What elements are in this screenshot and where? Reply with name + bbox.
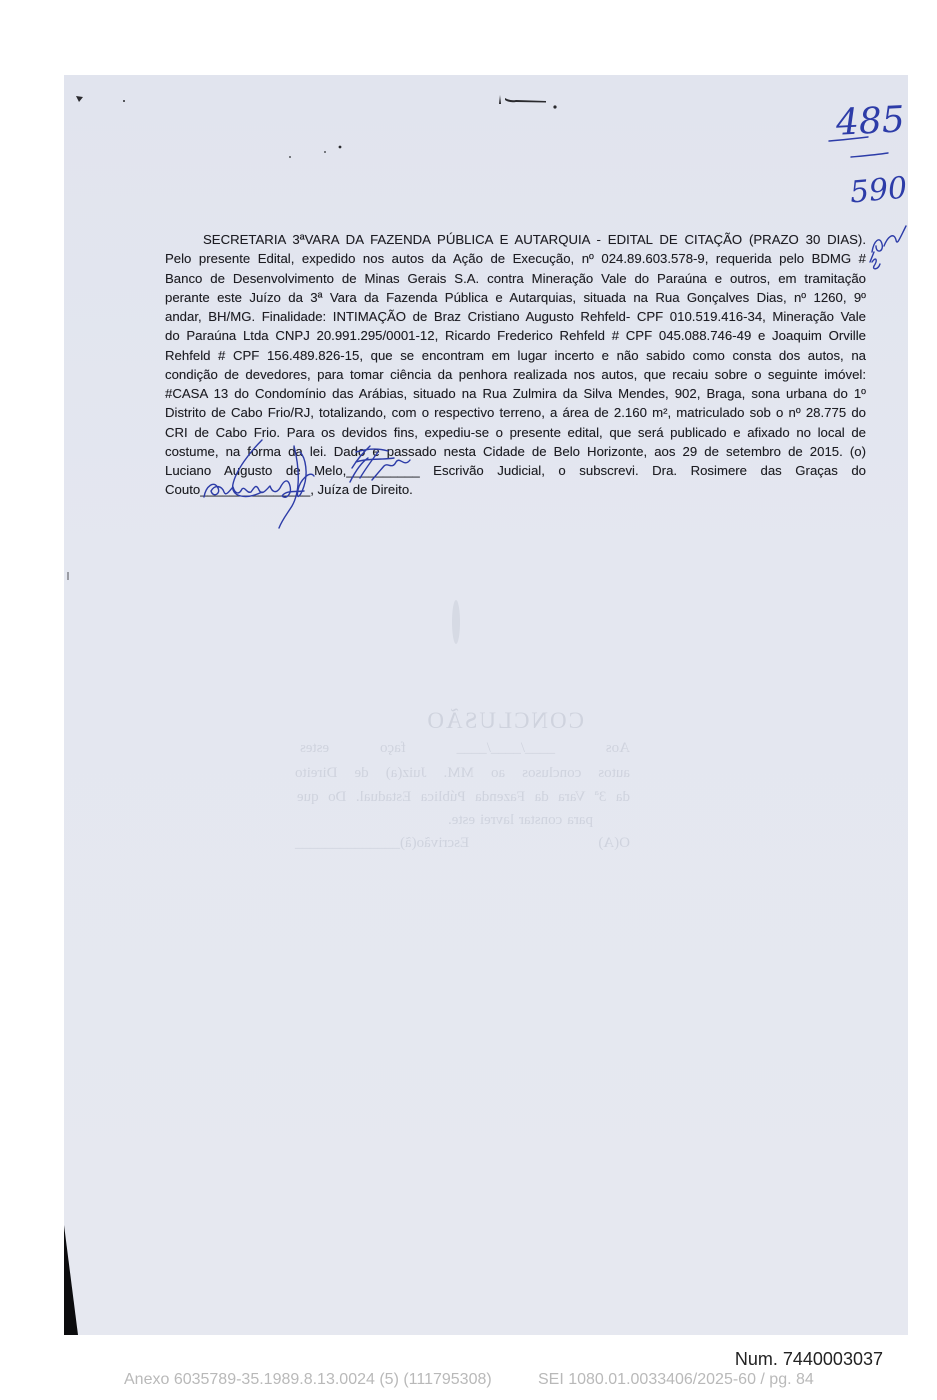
bleed-through-line: autos conclusos ao MM. Juiz(a) de Direito	[295, 765, 630, 781]
edital-line: do Paraúna Ltda CNPJ 20.991.295/0001-12, Ricardo Frederico Rehfeld # CPF 045.088.746-49 e Joaquim Orville	[165, 328, 866, 344]
edital-line: andar, BH/MG. Finalidade: INTIMAÇÃO de Braz Cristiano Augusto Rehfeld- CPF 010.519.416-34, Mineração Vale	[165, 309, 866, 324]
edital-line: Pelo presente Edital, expedido nos autos da Ação de Execução, nº 024.89.603.578-9, requerida pelo BDMG #	[165, 251, 866, 267]
edital-text-block	[165, 230, 866, 500]
handwritten-page-number: 590	[848, 170, 909, 211]
edital-line: perante este Juízo da 3ª Vara da Fazenda Pública e Autarquias, situada na Rua Gonçalves Dias, nº 1260, 9º	[165, 289, 866, 305]
edital-line: Distrito de Cabo Frio/RJ, totalizando, com o respectivo terreno, a área de 2.160 m², matriculado sob o nº 28.775 do	[165, 405, 866, 421]
bleed-through-title: CONCLUSÃO	[425, 708, 584, 733]
bleed-through-line: para constar lavrei este.	[448, 812, 593, 828]
annex-reference: Anexo 6035789-35.1989.8.13.0024 (5) (111795308)	[124, 1371, 492, 1388]
edital-line: Couto_______________, Juíza de Direito.	[165, 482, 413, 498]
edital-line: Banco de Desenvolvimento de Minas Gerais S.A. contra Mineração Vale do Paraúna e outros, em tramitação	[165, 270, 866, 286]
handwritten-old-page-number: 485	[834, 99, 906, 144]
edital-line: costume, na forma da lei. Dado e passado nesta Cidade de Belo Horizonte, aos 29 de setembro de 2015. (o)	[165, 443, 866, 459]
bleed-through-line: Aos ____/____/____ faço estes	[300, 740, 630, 756]
edital-line: #CASA 13 do Condomínio das Arábias, situado na Rua Zulmira da Silva Mendes, 902, Braga, sona urbana do 1º	[165, 386, 866, 401]
bleed-through-line: O(A) Escrivão(ã)______________	[295, 835, 630, 851]
bleed-through-line: da 3ª Vara da Fazenda Pública Estadual. Do que	[297, 789, 630, 805]
edital-line: Luciano Augusto de Melo,__________ Escrivão Judicial, o subscrevi. Dra. Rosimere das Graças do	[165, 463, 866, 478]
document-number: Num. 7440003037	[734, 1349, 883, 1369]
sei-reference: SEI 1080.01.0033406/2025-60 / pg. 84	[538, 1371, 814, 1388]
edital-line: CRI de Cabo Frio. Para os devidos fins, expediu-se o presente edital, que será publicado e afixado no local de	[165, 424, 866, 440]
edital-line: Rehfeld # CPF 156.489.826-15, que se encontram em lugar incerto e não sabido como consta dos autos, na	[165, 347, 866, 363]
edital-heading: SECRETARIA 3ªVARA DA FAZENDA PÚBLICA E AUTARQUIA - EDITAL DE CITAÇÃO (PRAZO 30 DIAS).	[203, 232, 866, 247]
edital-line: condição de devedores, para tomar ciência da penhora realizada nos autos, que recaiu sobre o seguinte imóvel:	[165, 366, 866, 382]
